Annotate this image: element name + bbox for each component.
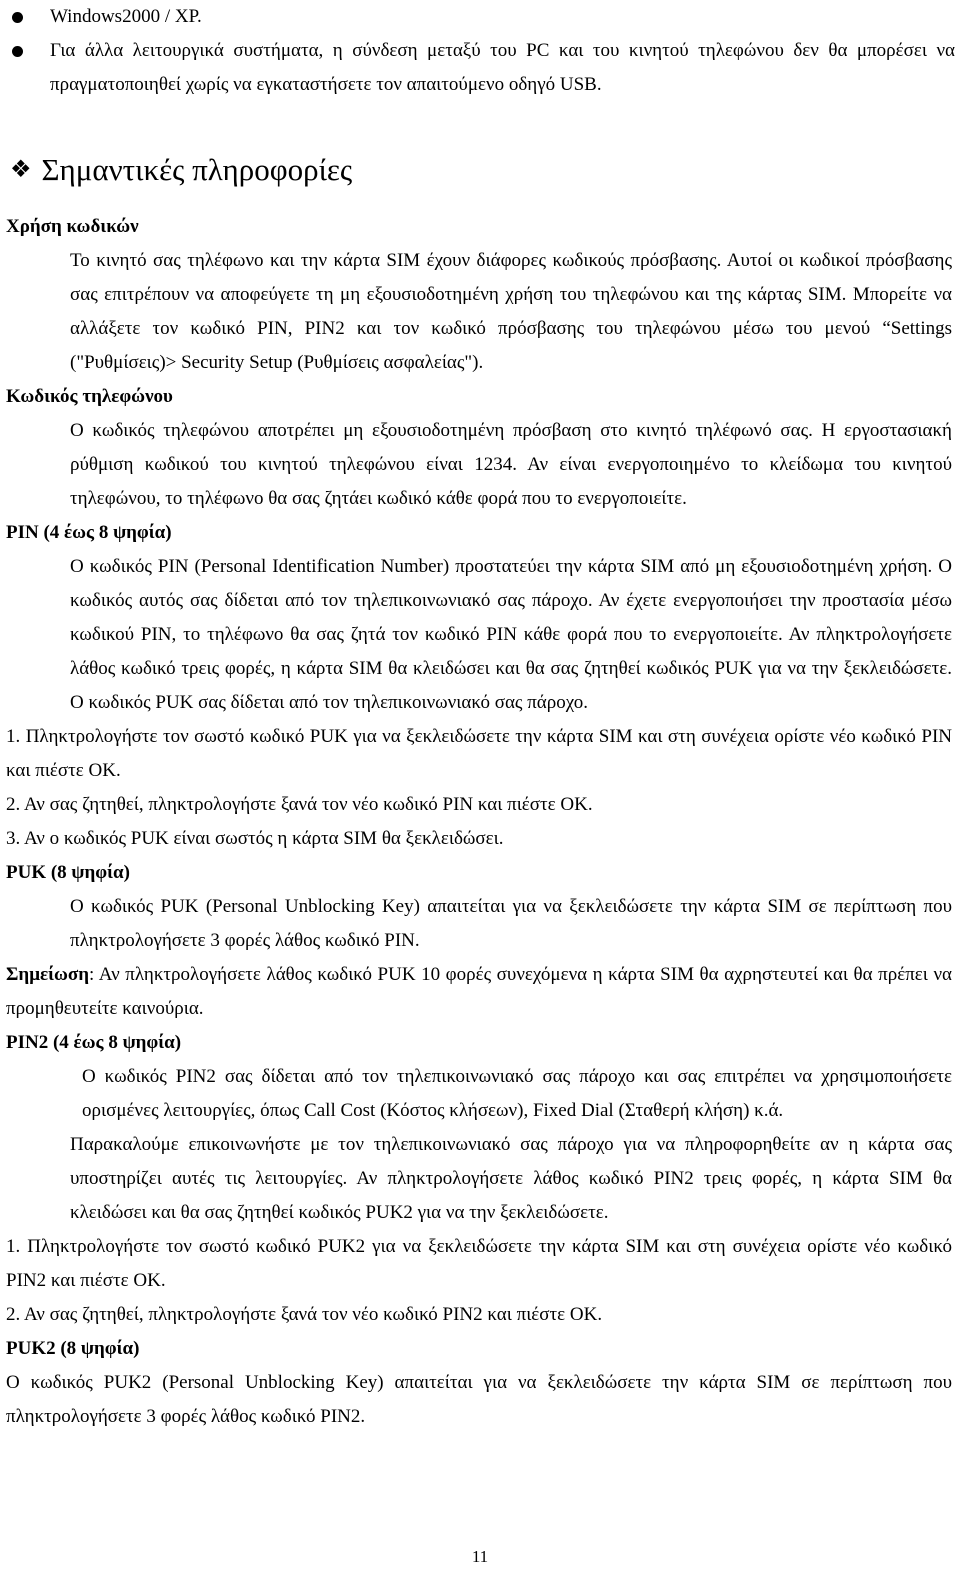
note-text: : Αν πληκτρολογήσετε λάθος κωδικό PUK 10 φορές συνεχόμενα η κάρτα SIM θα αχρηστευτεί και θα πρέπει να προμηθευτείτε καινούρια. xyxy=(6,964,952,1019)
subheading-puk2: PUK2 (8 ψηφία) xyxy=(6,1338,140,1359)
note-label: Σημείωση xyxy=(6,964,90,985)
step-item: 2. Αν σας ζητηθεί, πληκτρολογήστε ξανά τον νέο κωδικό PIN και πιέστε OK. xyxy=(6,794,593,815)
step-item: 3. Αν ο κωδικός PUK είναι σωστός η κάρτα SIM θα ξεκλειδώσει. xyxy=(6,828,504,849)
paragraph-pin2: Ο κωδικός PIN2 σας δίδεται από τον τηλεπικοινωνιακό σας πάροχο και σας επιτρέπει να χρησιμοποιήσετε ορισμένες λειτουργίες, όπως Call Cost (Κόστος κλήσεων), Fixed Dial (Σταθερή κλήση) κ.ά. xyxy=(82,1066,952,1121)
subheading-puk: PUK (8 ψηφία) xyxy=(6,862,130,883)
step-item: 1. Πληκτρολογήστε τον σωστό κωδικό PUK2 για να ξεκλειδώσετε την κάρτα SIM και στη συνέχεια ορίστε νέο κωδικό PIN2 και πιέστε OK. xyxy=(6,1236,952,1291)
page-number: 11 xyxy=(471,1547,489,1566)
subheading-pin: PIN (4 έως 8 ψηφία) xyxy=(6,522,172,543)
step-item: 2. Αν σας ζητηθεί, πληκτρολογήστε ξανά τον νέο κωδικό PIN2 και πιέστε OK. xyxy=(6,1304,603,1325)
paragraph-codes: Το κινητό σας τηλέφωνο και την κάρτα SIM έχουν διάφορες κωδικούς πρόσβασης. Αυτοί οι κωδικοί πρόσβασης σας επιτρέπουν να αποφεύγετε τη μη εξουσιοδοτημένη χρήση του τηλεφώνου και της κάρτας SIM. Μπορείτε να αλλάξετε τον κωδικό PIN, PIN2 και τον κωδικό πρόσβασης του τηλεφώνου μέσω του μενού “Settings ("Ρυθμίσεις)> Security Setup (Ρυθμίσεις ασφαλείας"). xyxy=(70,250,952,373)
step-item: 1. Πληκτρολογήστε τον σωστό κωδικό PUK για να ξεκλειδώσετε την κάρτα SIM και στη συνέχεια ορίστε νέο κωδικό PIN και πιέστε OK. xyxy=(6,726,952,781)
section-heading-title: Σημαντικές πληροφορίες xyxy=(41,152,353,187)
paragraph-puk: Ο κωδικός PUK (Personal Unblocking Key) απαιτείται για να ξεκλειδώσετε την κάρτα SIM σε περίπτωση που πληκτρολογήσετε 3 φορές λάθος κωδικό PIN. xyxy=(70,896,952,951)
note-paragraph xyxy=(6,958,952,1026)
section-heading xyxy=(10,146,352,194)
subheading-codes: Χρήση κωδικών xyxy=(6,216,139,237)
paragraph-phone-code: Ο κωδικός τηλεφώνου αποτρέπει μη εξουσιοδοτημένη πρόσβαση στο κινητό τηλέφωνό σας. Η εργοστασιακή ρύθμιση κωδικού του κινητού τηλεφώνου είναι 1234. Αν είναι ενεργοποιημένο το κλείδωμα του κινητού τηλεφώνου, το τηλέφωνο θα σας ζητάει κωδικό κάθε φορά που το ενεργοποιείτε. xyxy=(70,420,952,509)
diamond-ornament-icon: ❖ xyxy=(10,157,32,183)
bullet-item: Για άλλα λειτουργικά συστήματα, η σύνδεση μεταξύ του PC και του κινητού τηλεφώνου δεν θα μπορέσει να πραγματοποιηθεί χωρίς να εγκαταστήσετε τον απαιτούμενο οδηγό USB. xyxy=(10,34,955,102)
bullet-list xyxy=(10,0,955,102)
subheading-pin2: PIN2 (4 έως 8 ψηφία) xyxy=(6,1032,182,1053)
bullet-item: Windows2000 / XP. xyxy=(10,0,955,34)
paragraph-puk2: Ο κωδικός PUK2 (Personal Unblocking Key) απαιτείται για να ξεκλειδώσετε την κάρτα SIM σε περίπτωση που πληκτρολογήσετε 3 φορές λάθος κωδικό PIN2. xyxy=(6,1372,952,1427)
bullet-dot-icon xyxy=(12,12,23,23)
paragraph-pin: Ο κωδικός PIN (Personal Identification Number) προστατεύει την κάρτα SIM από μη εξουσιοδοτημένη χρήση. Ο κωδικός αυτός σας δίδεται από τον τηλεπικοινωνιακό σας πάροχο. Αν έχετε ενεργοποιήσει την προστασία μέσω κωδικού PIN, το τηλέφωνο θα σας ζητά τον κωδικό PIN κάθε φορά που το ενεργοποιείτε. Αν πληκτρολογήσετε λάθος κωδικό τρεις φορές, η κάρτα SIM θα κλειδώσει και θα σας ζητηθεί κωδικός PUK για να την ξεκλειδώσετε. Ο κωδικός PUK σας δίδεται από τον τηλεπικοινωνιακό σας πάροχο. xyxy=(70,556,952,713)
subheading-phone-code: Κωδικός τηλεφώνου xyxy=(6,386,173,407)
bullet-dot-icon xyxy=(12,46,23,57)
content-body xyxy=(6,210,952,1434)
paragraph-pin2-contact: Παρακαλούμε επικοινωνήστε με τον τηλεπικοινωνιακό σας πάροχο για να πληροφορηθείτε αν η κάρτα σας υποστηρίζει αυτές τις λειτουργίες. Αν πληκτρολογήσετε λάθος κωδικό PIN2 τρεις φορές, η κάρτα SIM θα κλειδώσει και θα σας ζητηθεί κωδικός PUK2 για να την ξεκλειδώσετε. xyxy=(70,1134,952,1223)
